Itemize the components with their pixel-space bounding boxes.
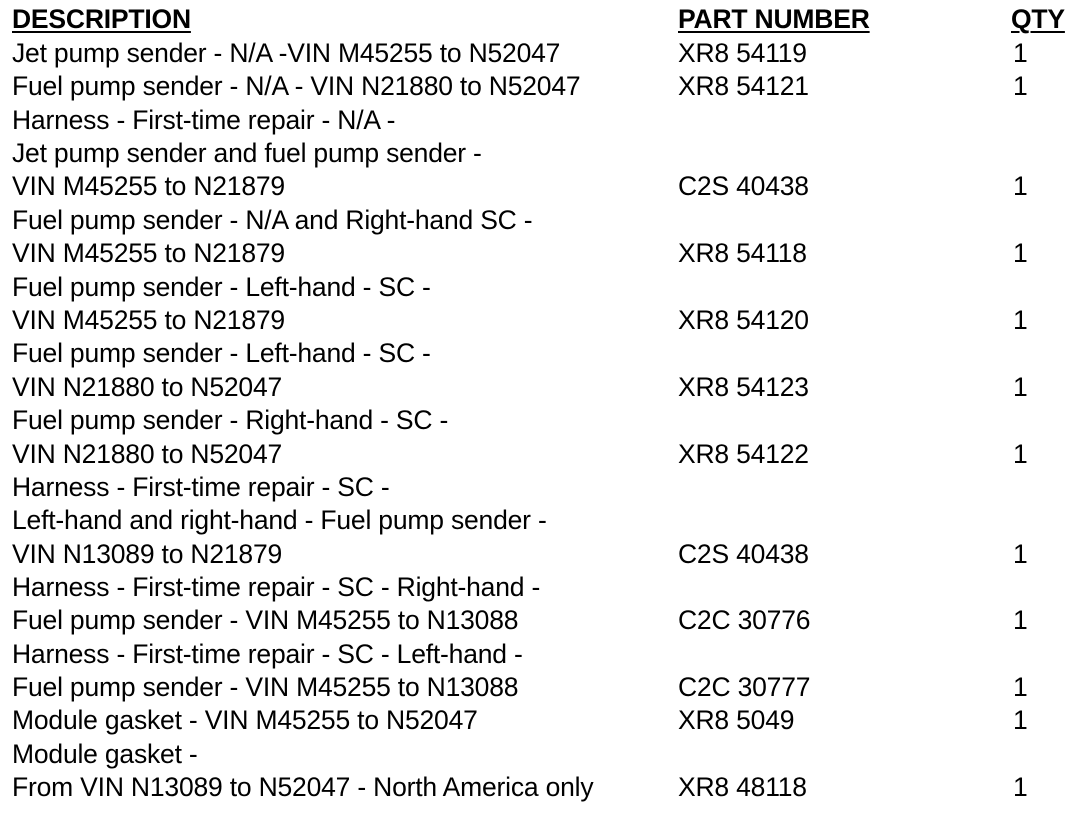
table-row <box>0 204 1088 237</box>
description-cell: Fuel pump sender - N/A - VIN N21880 to N52047 <box>12 71 581 101</box>
part-number-cell: C2C 30777 <box>678 672 811 702</box>
qty-cell: 1 <box>1013 772 1028 802</box>
description-cell: Jet pump sender - N/A -VIN M45255 to N52047 <box>12 38 561 68</box>
qty-cell: 1 <box>1013 539 1028 569</box>
part-number-cell: C2S 40438 <box>678 171 809 201</box>
description-cell: Fuel pump sender - VIN M45255 to N13088 <box>12 672 519 702</box>
part-number-cell: XR8 54123 <box>678 372 809 402</box>
qty-cell: 1 <box>1013 605 1028 635</box>
part-number-cell: C2S 40438 <box>678 539 809 569</box>
table-row <box>0 37 1088 70</box>
qty-cell: 1 <box>1013 38 1028 68</box>
table-row <box>0 237 1088 270</box>
part-number-cell: XR8 54119 <box>678 38 807 68</box>
part-number-cell: C2C 30776 <box>678 605 811 635</box>
table-row <box>0 738 1088 771</box>
description-cell: VIN N21880 to N52047 <box>12 372 283 402</box>
description-cell: VIN M45255 to N21879 <box>12 171 285 201</box>
description-cell: Harness - First-time repair - SC - Right-hand - <box>12 572 541 602</box>
table-header-row <box>0 3 1088 36</box>
qty-cell: 1 <box>1013 705 1028 735</box>
table-row <box>0 771 1088 804</box>
table-row <box>0 304 1088 337</box>
part-number-cell: XR8 54120 <box>678 305 809 335</box>
table-row <box>0 137 1088 170</box>
qty-cell: 1 <box>1013 439 1028 469</box>
description-cell: VIN M45255 to N21879 <box>12 238 285 268</box>
table-row <box>0 604 1088 637</box>
table-row <box>0 170 1088 203</box>
part-number-cell: XR8 54122 <box>678 439 809 469</box>
qty-column-header: QTY <box>1011 4 1065 34</box>
description-cell: Jet pump sender and fuel pump sender - <box>12 138 482 168</box>
table-row <box>0 371 1088 404</box>
part-number-cell: XR8 5049 <box>678 705 795 735</box>
description-cell: Fuel pump sender - VIN M45255 to N13088 <box>12 605 519 635</box>
table-row <box>0 571 1088 604</box>
description-cell: Fuel pump sender - N/A and Right-hand SC - <box>12 205 533 235</box>
table-row <box>0 671 1088 704</box>
description-cell: From VIN N13089 to N52047 - North America only <box>12 772 594 802</box>
part-number-column-header: PART NUMBER <box>678 4 870 34</box>
part-number-cell: XR8 54121 <box>678 71 809 101</box>
qty-cell: 1 <box>1013 372 1028 402</box>
description-cell: VIN N13089 to N21879 <box>12 539 283 569</box>
qty-cell: 1 <box>1013 238 1028 268</box>
description-cell: Left-hand and right-hand - Fuel pump sender - <box>12 505 547 535</box>
table-row <box>0 704 1088 737</box>
qty-cell: 1 <box>1013 672 1028 702</box>
table-row <box>0 271 1088 304</box>
description-column-header: DESCRIPTION <box>12 4 191 34</box>
table-row <box>0 70 1088 103</box>
table-row <box>0 504 1088 537</box>
table-row <box>0 471 1088 504</box>
table-row <box>0 638 1088 671</box>
table-row <box>0 404 1088 437</box>
table-row <box>0 538 1088 571</box>
description-cell: Harness - First-time repair - SC - <box>12 472 390 502</box>
table-row <box>0 337 1088 370</box>
part-number-cell: XR8 48118 <box>678 772 807 802</box>
table-row <box>0 438 1088 471</box>
qty-cell: 1 <box>1013 171 1028 201</box>
description-cell: Fuel pump sender - Left-hand - SC - <box>12 338 431 368</box>
description-cell: Module gasket - <box>12 739 198 769</box>
description-cell: Fuel pump sender - Right-hand - SC - <box>12 405 449 435</box>
qty-cell: 1 <box>1013 305 1028 335</box>
part-number-cell: XR8 54118 <box>678 238 807 268</box>
qty-cell: 1 <box>1013 71 1028 101</box>
description-cell: VIN M45255 to N21879 <box>12 305 285 335</box>
description-cell: Fuel pump sender - Left-hand - SC - <box>12 272 431 302</box>
description-cell: Module gasket - VIN M45255 to N52047 <box>12 705 478 735</box>
description-cell: Harness - First-time repair - N/A - <box>12 105 396 135</box>
table-row <box>0 104 1088 137</box>
description-cell: Harness - First-time repair - SC - Left-hand - <box>12 639 523 669</box>
description-cell: VIN N21880 to N52047 <box>12 439 283 469</box>
